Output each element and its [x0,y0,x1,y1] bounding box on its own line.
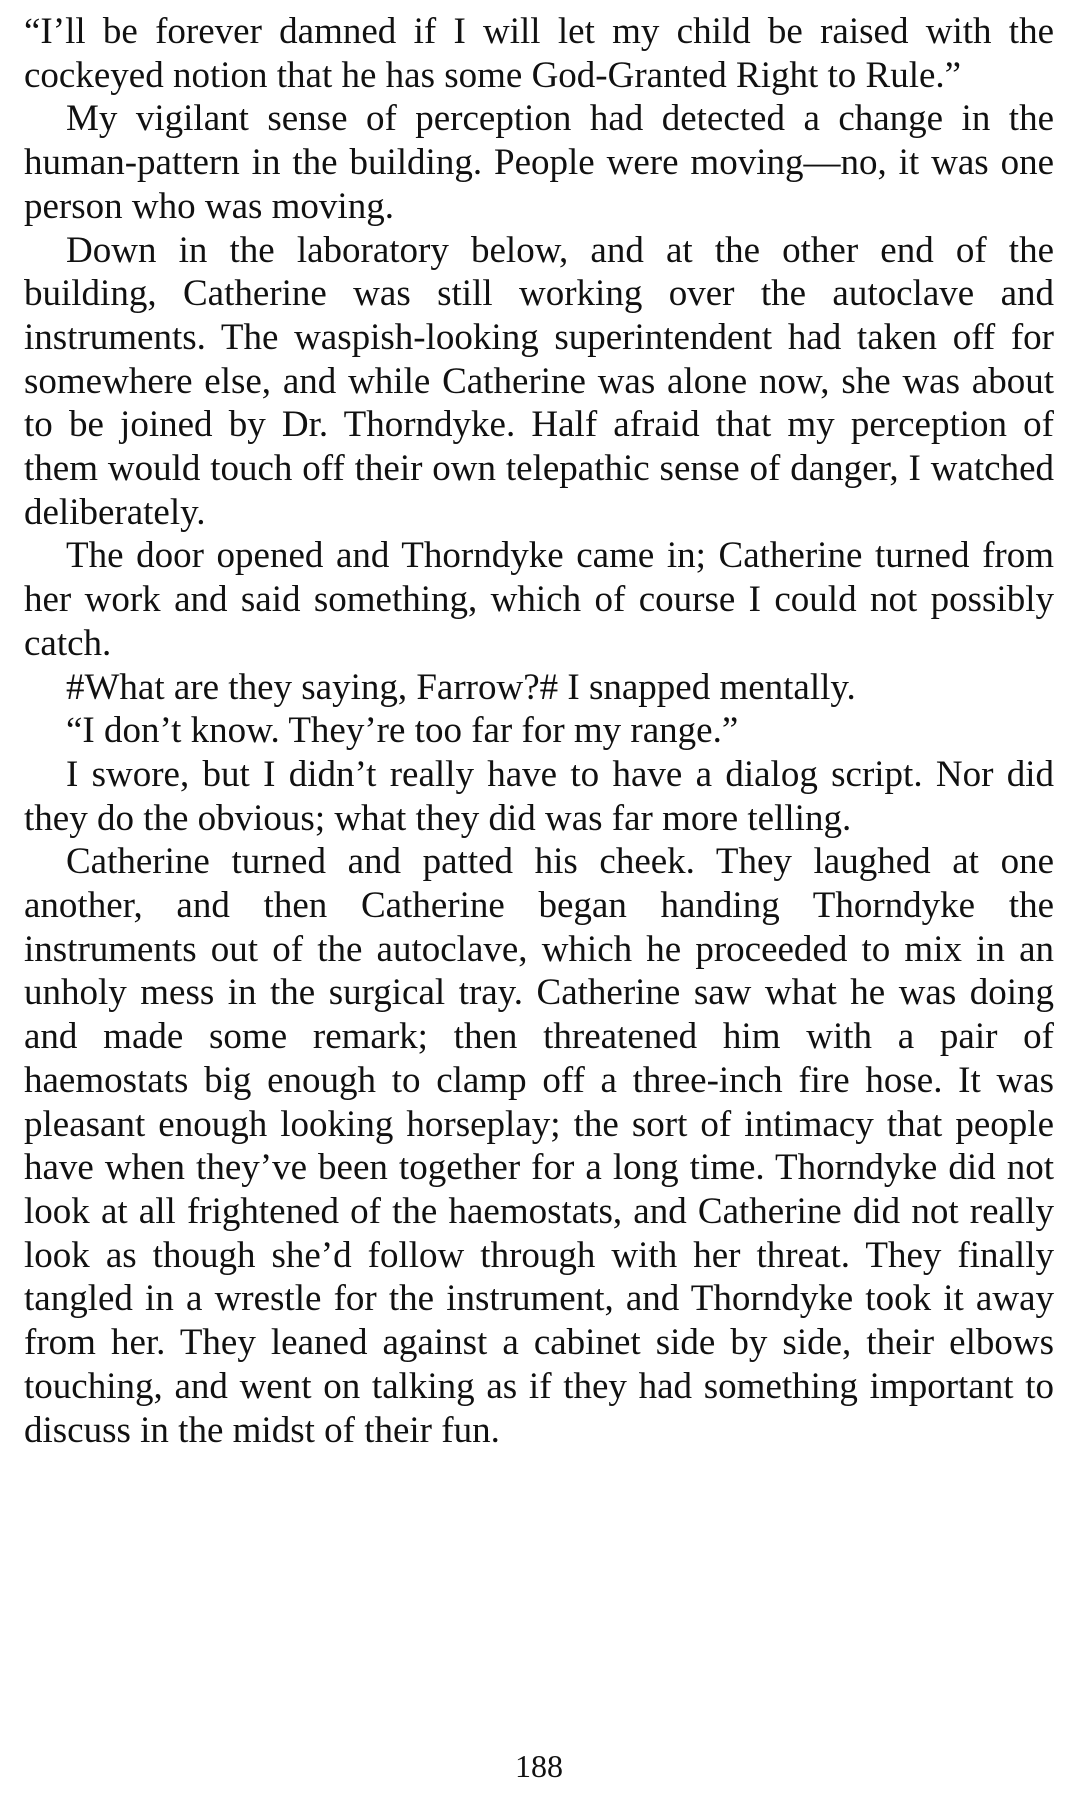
paragraph-2: My vigilant sense of perception had detected a change in the human-pattern in the building. People were moving—no, it was one person who was moving. [24,98,1054,227]
book-page [24,10,1054,1800]
paragraph-3: Down in the laboratory below, and at the other end of the building, Catherine was still working over the autoclave and instruments. The waspish-looking superintendent had taken off for somewhere else, and while Catherine was alone now, she was about to be joined by Dr. Thorndyke. Half afraid that my perception of them would touch off their own telepathic sense of danger, I watched deliberately. [24,229,1054,533]
body-text [24,10,1054,1452]
paragraph-8: Catherine turned and patted his cheek. They laughed at one another, and then Catherine began handing Thorndyke the instruments out of the autoclave, which he proceeded to mix in an unholy mess in the surgical tray. Catherine saw what he was doing and made some remark; then threatened him with a pair of haemostats big enough to clamp off a three-inch fire hose. It was pleasant enough looking horseplay; the sort of intimacy that people have when they’ve been together for a long time. Thorndyke did not look at all frightened of the haemostats, and Catherine did not really look as though she’d follow through with her threat. They finally tangled in a wrestle for the instrument, and Thorndyke took it away from her. They leaned against a cabinet side by side, their elbows touching, and went on talking as if they had something important to discuss in the midst of their fun. [24,841,1054,1451]
page-number: 188 [515,1748,563,1784]
paragraph-1: “I’ll be forever damned if I will let my child be raised with the cockeyed notion that he has some God-Granted Right to Rule.” [24,11,1054,96]
paragraph-5: #What are they saying, Farrow?# I snapped mentally. [66,666,856,708]
paragraph-4: The door opened and Thorndyke came in; Catherine turned from her work and said something, which of course I could not possibly catch. [24,535,1054,664]
paragraph-6: “I don’t know. They’re too far for my range.” [66,710,739,752]
paragraph-7: I swore, but I didn’t really have to have a dialog script. Nor did they do the obvious; what they did was far more telling. [24,753,1054,839]
